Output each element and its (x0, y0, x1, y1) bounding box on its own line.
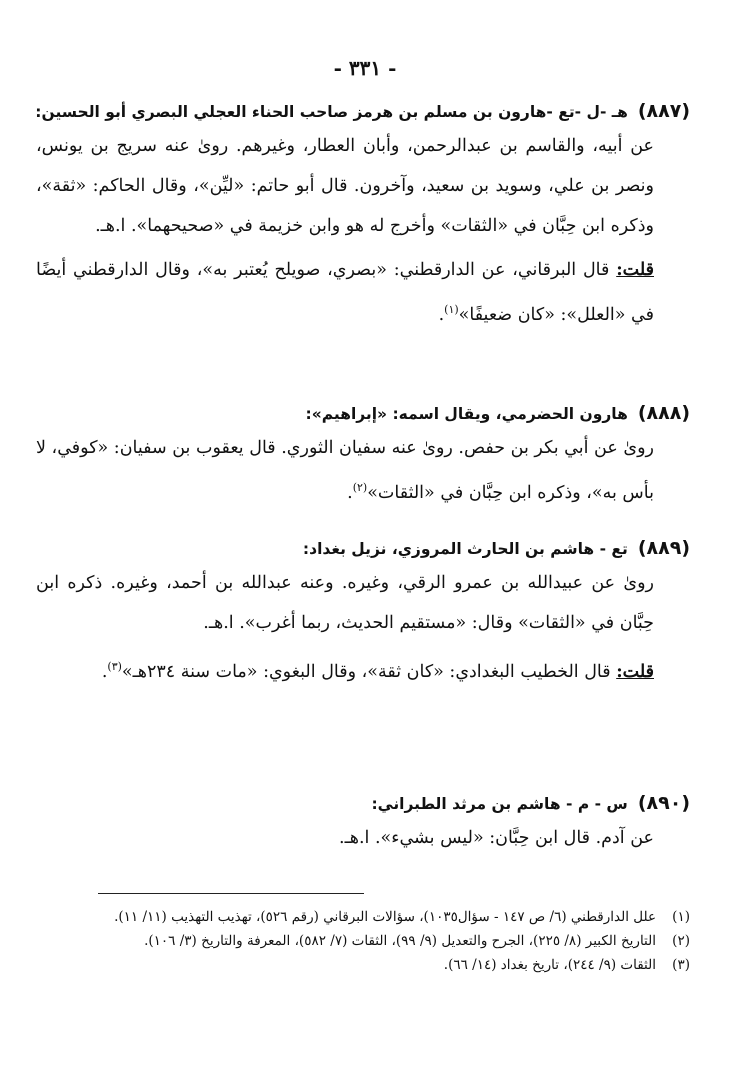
entry-note (36, 250, 654, 335)
footnote-ref[interactable]: (٣) (107, 660, 122, 673)
note-text: قال البرقاني، عن الدارقطني: «بصري، صويلح يُعتبر به»، وقال الدارقطني أيضًا في «العلل»: «كان ضعيفًا» (36, 260, 654, 325)
note-end: . (101, 661, 108, 682)
footnote-number: (١) (672, 909, 690, 925)
entry-number: (٨٨٧) (637, 100, 690, 122)
footnote (30, 954, 690, 976)
footnote (30, 906, 690, 928)
entry-title: هارون الحضرمي، ويقال اسمه: «إبراهيم»: (305, 405, 628, 423)
entry-number: (٨٨٨) (637, 402, 690, 424)
footnote-text: علل الدارقطني (٦/ ص ١٤٧ - سؤال١٠٣٥)، سؤالات البرقاني (رقم ٥٢٦)، تهذيب التهذيب (١١/ ١١). (114, 909, 656, 925)
entry-888 (36, 402, 690, 513)
footnote (30, 930, 690, 952)
entry-heading (36, 100, 690, 122)
entry-body: عن أبيه، والقاسم بن عبدالرحمن، وأبان العطار، وغيرهم. روىٰ عنه سريج بن يونس، ونصر بن علي، وسويد بن سعيد، وآخرون. قال أبو حاتم: «ليِّن»، وقال الحاكم: «ثقة»، وذكره ابن حِبَّان في «الثقات» وأخرج له هو وابن خزيمة في «صحيحهما». ا.هـ. (36, 136, 654, 236)
body-end: . (347, 482, 353, 503)
footnote-text: التاريخ الكبير (٨/ ٢٢٥)، الجرح والتعديل (٩/ ٩٩)، الثقات (٧/ ٥٨٢)، المعرفة والتاريخ (٣/ ١٠٦). (144, 933, 656, 949)
footnote-ref[interactable]: (٢) (352, 481, 368, 494)
entry-title: تع - هاشم بن الحارث المروزي، نزيل بغداد: (302, 540, 628, 558)
entry-887 (36, 100, 690, 335)
entry-number: (٨٨٩) (637, 537, 690, 559)
entry-body: روىٰ عن عبيدالله بن عمرو الرقي، وغيره. وعنه عبدالله بن أحمد، وغيره. ذكره ابن حِبَّان في «الثقات» وقال: «مستقيم الحديث، ربما أغرب». ا.هـ. (36, 573, 654, 633)
footnote-ref[interactable]: (١) (444, 303, 459, 316)
entry-heading (36, 537, 690, 559)
footnote-number: (٢) (672, 933, 690, 949)
footnote-text: الثقات (٩/ ٢٤٤)، تاريخ بغداد (١٤/ ٦٦). (443, 957, 656, 973)
entry-title: هـ -ل -تع -هارون بن مسلم بن هرمز صاحب الحناء العجلي البصري أبو الحسين: (35, 103, 628, 121)
footnotes (30, 906, 690, 978)
body-text: روىٰ عن أبي بكر بن حفص. روىٰ عنه سفيان الثوري. قال يعقوب بن سفيان: «كوفي، لا بأس به»، وذكره ابن حِبَّان في «الثقات» (36, 438, 654, 503)
entry-889 (36, 537, 690, 692)
note-text: قال الخطيب البغدادي: «كان ثقة»، وقال البغوي: «مات سنة ٢٣٤هـ» (121, 661, 617, 682)
footnote-number: (٣) (672, 957, 690, 973)
entry-890 (36, 792, 690, 858)
entry-note (36, 647, 654, 692)
footnote-divider (98, 893, 364, 894)
note-label: قلت: (616, 661, 654, 682)
page-number: - ٣٣١ - (333, 56, 397, 80)
note-label: قلت: (616, 260, 654, 280)
entry-number: (٨٩٠) (637, 792, 690, 814)
entry-title: س - م - هاشم بن مرثد الطبراني: (371, 795, 628, 813)
entry-heading (36, 792, 690, 814)
note-end: . (438, 304, 445, 325)
entry-heading (36, 402, 690, 424)
entry-body (36, 428, 654, 513)
entry-body: عن آدم. قال ابن حِبَّان: «ليس بشيء». ا.هـ. (339, 828, 654, 848)
